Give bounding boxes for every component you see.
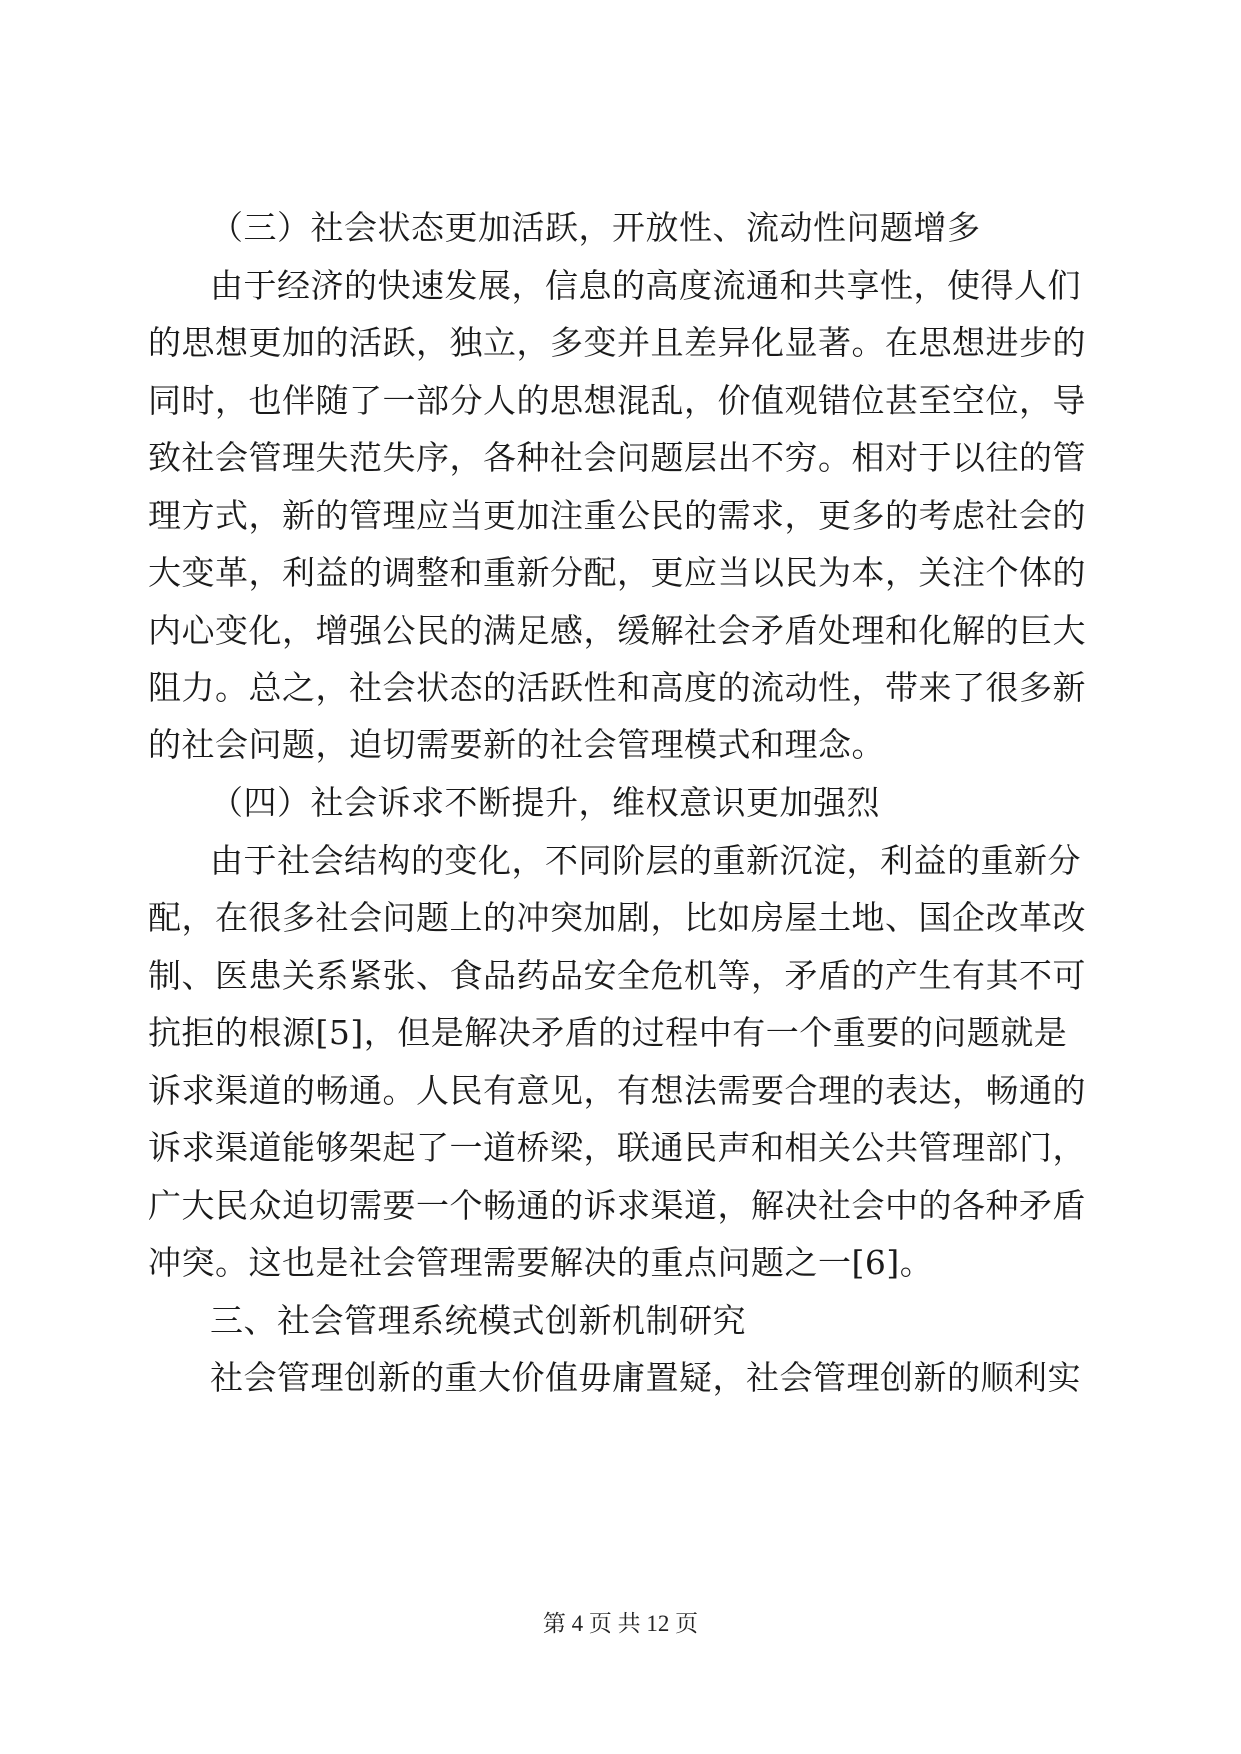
paragraph-line: 大变革，利益的调整和重新分配，更应当以民为本，关注个体的 — [148, 553, 1086, 592]
paragraph-line: 阻力。总之，社会状态的活跃性和高度的流动性，带来了很多新 — [148, 668, 1086, 707]
paragraph-line: 制、医患关系紧张、食品药品安全危机等，矛盾的产生有其不可 — [148, 956, 1086, 995]
paragraph-line: 由于社会结构的变化，不同阶层的重新沉淀，利益的重新分 — [210, 841, 1081, 880]
paragraph-line: 同时，也伴随了一部分人的思想混乱，价值观错位甚至空位，导 — [148, 381, 1086, 420]
paragraph-line: 配，在很多社会问题上的冲突加剧，比如房屋土地、国企改革改 — [148, 898, 1086, 937]
paragraph-line: 冲突。这也是社会管理需要解决的重点问题之一[6]。 — [148, 1243, 934, 1282]
section-heading-4: （四）社会诉求不断提升，维权意识更加强烈 — [210, 783, 880, 822]
paragraph-line: 由于经济的快速发展，信息的高度流通和共享性，使得人们 — [210, 266, 1081, 305]
section-heading-3: （三）社会状态更加活跃，开放性、流动性问题增多 — [210, 208, 981, 247]
paragraph-line: 致社会管理失范失序，各种社会问题层出不穷。相对于以往的管 — [148, 438, 1086, 477]
paragraph-line: 抗拒的根源[5]，但是解决矛盾的过程中有一个重要的问题就是 — [148, 1013, 1068, 1052]
paragraph-line: 内心变化，增强公民的满足感，缓解社会矛盾处理和化解的巨大 — [148, 611, 1086, 650]
paragraph-line: 社会管理创新的重大价值毋庸置疑，社会管理创新的顺利实 — [210, 1358, 1081, 1397]
paragraph-line: 广大民众迫切需要一个畅通的诉求渠道，解决社会中的各种矛盾 — [148, 1186, 1086, 1225]
page-number-footer: 第 4 页 共 12 页 — [542, 1611, 699, 1636]
paragraph-line: 的思想更加的活跃，独立，多变并且差异化显著。在思想进步的 — [148, 323, 1086, 362]
chapter-heading: 三、社会管理系统模式创新机制研究 — [210, 1301, 746, 1340]
paragraph-line: 诉求渠道的畅通。人民有意见，有想法需要合理的表达，畅通的 — [148, 1071, 1086, 1110]
paragraph-line: 理方式，新的管理应当更加注重公民的需求，更多的考虑社会的 — [148, 496, 1086, 535]
paragraph-line: 的社会问题，迫切需要新的社会管理模式和理念。 — [148, 725, 885, 764]
paragraph-line: 诉求渠道能够架起了一道桥梁，联通民声和相关公共管理部门， — [148, 1128, 1086, 1167]
